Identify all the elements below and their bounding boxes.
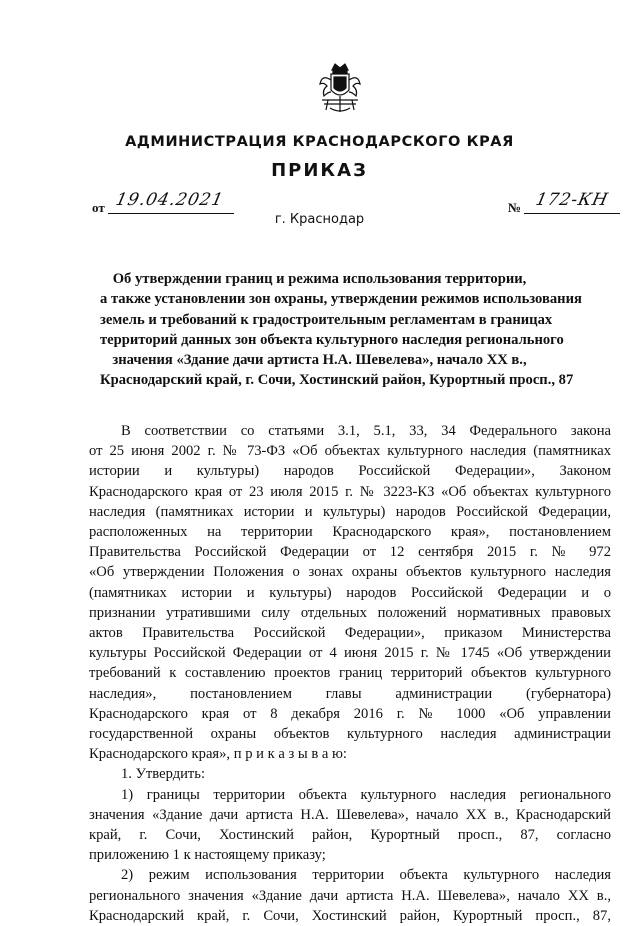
body-line: культуры Российской Федерации от 4 июня 2015 г. № 1745 «Об утверждении [89,645,611,662]
body-line: 1) границы территории объекта культурного наследия регионального [121,786,611,803]
body-line: актов Правительства Российской Федерации», приказом Министерства [89,625,611,642]
body-line: от 25 июня 2002 г. № 73-ФЗ «Об объектах культурного наследия (памятниках [89,443,611,460]
body-line: приложению 1 к настоящему приказу; [89,847,326,864]
body-line: 2) режим использования территории объекта культурного наследия [121,867,611,884]
body-line: край, г. Сочи, Хостинский район, Курортный просп., 87, согласно [89,827,611,844]
body-line: регионального значения «Здание дачи артиста Н.А. Шевелева», начало XX в., [89,887,611,904]
body-line: Краснодарского края», п р и к а з ы в а ю: [89,746,347,763]
body-line: расположенных на территории Краснодарского края», постановлением [89,524,611,541]
body-line: В соответствии со статьями 3.1, 5.1, 33, 34 Федерального закона [121,423,611,439]
document-body [89,421,611,926]
body-line: наследия», постановлением главы администрации (губернатора) [89,685,611,702]
number-label: № [508,200,522,215]
body-line: признании утратившими силу отдельных положений нормативных правовых [89,604,611,621]
body-line: 1. Утвердить: [121,766,206,783]
title-line: а также установлении зон охраны, утверждении режимов использования [100,291,582,308]
title-line: Об утверждении границ и режима использования территории, [112,271,527,287]
title-line: земель и требований к градостроительным регламентам в границах [100,311,553,328]
body-line: (памятниках истории и культуры) народов Российской Федерации и о [89,584,611,601]
document-type: ПРИКАЗ [271,160,368,181]
title-line: значения «Здание дачи артиста Н.А. Шевелева», начало XX в., [112,352,527,369]
order-date: 19.04.2021 [113,190,226,210]
body-line: требований к составлению проектов границ территорий объектов культурного [89,665,611,682]
body-line: истории и культуры) народов Российской Федерации», Законом [89,463,611,480]
body-line: Правительства Российской Федерации от 12 сентября 2015 г. № 972 [89,544,611,561]
date-label: от [92,200,105,215]
body-line: Краснодарский край, г. Сочи, Хостинский район, Курортный просп., 87, [89,907,611,924]
title-line: территорий данных зон объекта культурного наследия регионального [100,331,564,348]
order-number: 172-КН [533,190,611,210]
body-line: наследия (памятниках истории и культуры) народов Российской Федерации, [89,503,611,520]
title-line: Краснодарский край, г. Сочи, Хостинский район, Курортный просп., 87 [100,372,574,389]
body-line: государственной охраны объектов культурного наследия администрации [89,726,611,743]
coat-of-arms-icon [318,60,362,116]
body-line: Краснодарского края от 23 июля 2015 г. № 3223-КЗ «Об объектах культурного [89,483,611,500]
body-line: «Об утверждении Положения о зонах охраны объектов культурного наследия [89,564,611,581]
document-title [100,269,582,391]
city-name: г. Краснодар [274,212,365,227]
organization-name: АДМИНИСТРАЦИЯ КРАСНОДАРСКОГО КРАЯ [125,134,514,150]
body-line: значения «Здание дачи артиста Н.А. Шевелева», начало XX в., Краснодарский [89,806,611,823]
body-line: Краснодарского края от 8 декабря 2016 г. № 1000 «Об управлении [89,705,611,722]
